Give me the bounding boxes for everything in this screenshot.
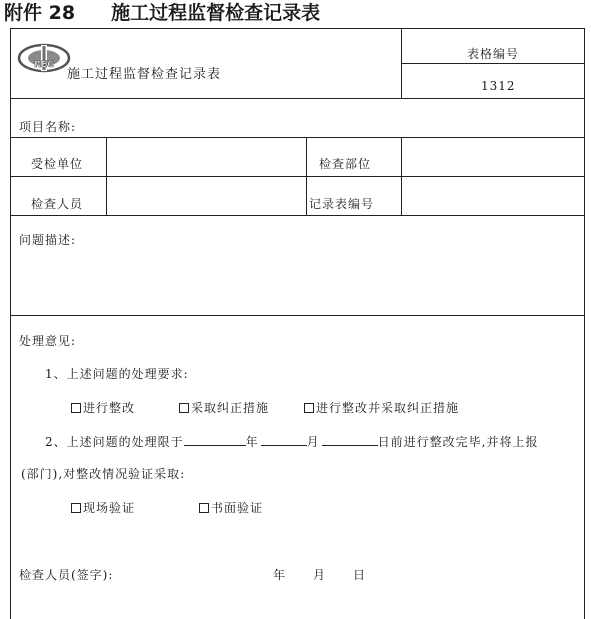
deadline-year-field[interactable] [184,432,246,446]
option-onsite-verification[interactable] [71,499,135,516]
rectify-checkbox[interactable] [71,403,81,413]
inspector-signature-label: 检查人员(签字): [19,568,114,582]
deadline-prefix: 2、上述问题的处理限于 [45,435,184,449]
col-divider-header [401,29,402,98]
option-written-verification[interactable] [199,499,263,516]
project-name-label: 项目名称: [19,120,77,134]
inspection-part-label: 检查部位 [319,157,372,171]
requirement-item-1: 1、上述问题的处理要求: [45,367,189,381]
requirement-item-2 [45,432,539,450]
document-title: 施工过程监督检查记录表 [111,2,321,24]
company-logo [17,43,71,73]
row-divider-project [11,137,584,138]
col-divider-3 [401,137,402,215]
deadline-suffix: 日前进行整改完毕,并将上报 [377,435,539,449]
row-divider-unit [11,176,584,177]
form-code-label: 表格编号 [467,47,520,61]
written-verification-checkbox[interactable] [199,503,209,513]
inspection-record-form [10,28,585,619]
row-divider-header [11,98,584,99]
option-corrective-action[interactable] [179,399,269,416]
logo-text: REC [34,60,54,70]
option-rectify[interactable] [71,399,135,416]
attachment-label: 附件 28 [4,2,76,24]
page-heading [4,0,320,26]
option-onsite-verification-label: 现场验证 [83,501,136,515]
option-rectify-and-correct[interactable] [304,399,459,416]
inspector-label: 检查人员 [31,197,84,211]
row-divider-inspector [11,215,584,216]
corrective-action-checkbox[interactable] [179,403,189,413]
signature-month-label: 月 [313,568,327,582]
signature-day-label: 日 [353,568,367,582]
deadline-month-unit: 月 [306,435,320,449]
col-divider-2 [306,137,307,215]
record-number-label: 记录表编号 [309,197,375,211]
deadline-year-unit: 年 [245,435,259,449]
form-code-value: 1312 [481,79,516,93]
deadline-month-field[interactable] [261,432,307,446]
problem-description-label: 问题描述: [19,233,77,247]
col-divider-1 [106,137,107,215]
row-divider-problem [11,315,584,316]
option-corrective-action-label: 采取纠正措施 [191,401,270,415]
inspected-unit-label: 受检单位 [31,157,84,171]
rectify-and-correct-checkbox[interactable] [304,403,314,413]
requirement-item-2-continued: (部门),对整改情况验证采取: [21,467,186,481]
signature-year-label: 年 [273,568,287,582]
deadline-day-field[interactable] [322,432,378,446]
option-rectify-and-correct-label: 进行整改并采取纠正措施 [316,401,460,415]
onsite-verification-checkbox[interactable] [71,503,81,513]
handling-opinion-label: 处理意见: [19,334,77,348]
option-written-verification-label: 书面验证 [211,501,264,515]
form-title: 施工过程监督检查记录表 [67,67,222,82]
option-rectify-label: 进行整改 [83,401,136,415]
row-divider-code [401,63,584,64]
